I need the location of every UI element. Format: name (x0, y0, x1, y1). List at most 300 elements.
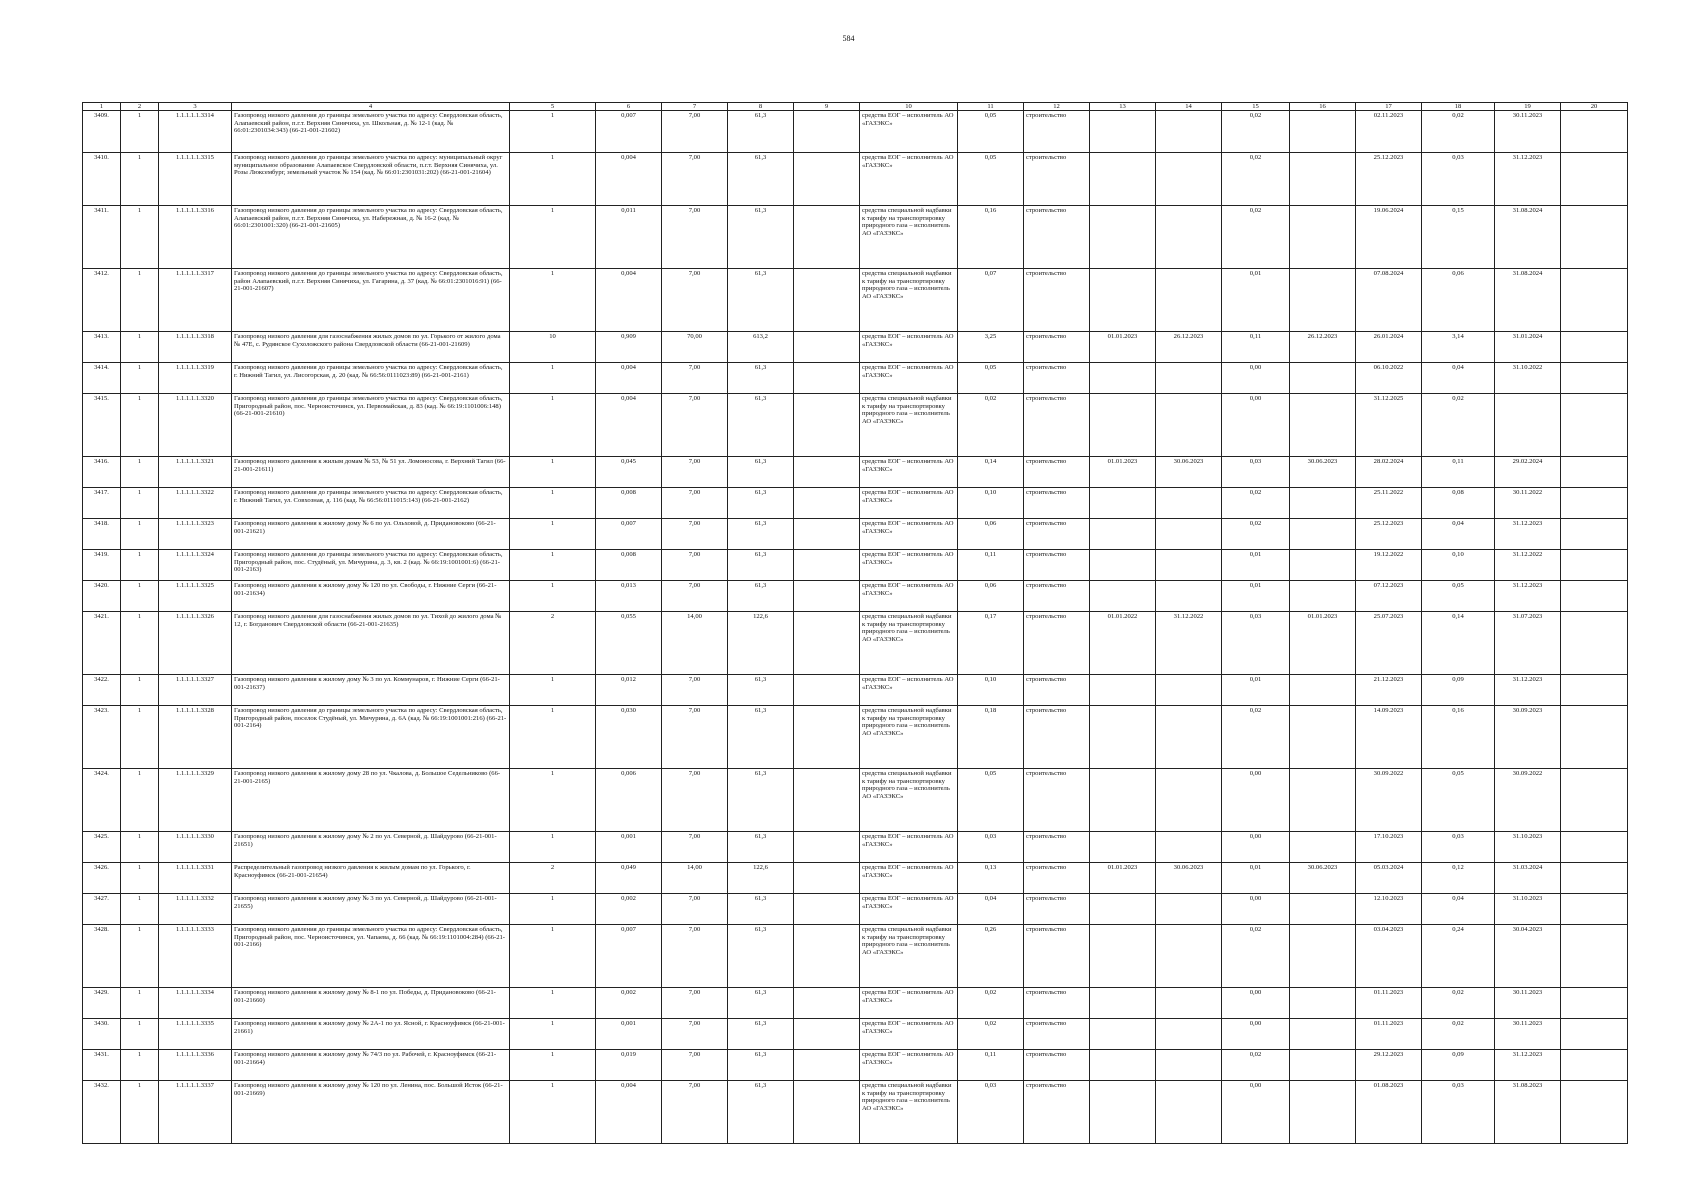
design-cost-cell: 0,00 (1222, 1081, 1290, 1144)
design-completion-cell (1290, 894, 1356, 925)
project-description-cell: Газопровод низкого давления до границы земельного участка по адресу: Свердловская область, г. Нижний Тагил, ул. Лисогорская, д. 20 (кад. № 66:56:0111023:89) (66-21-001-2161) (232, 363, 510, 394)
column-number: 12 (1024, 103, 1090, 111)
group-code-cell: 1 (121, 1019, 159, 1050)
design-start-cell (1090, 894, 1156, 925)
completion-date-cell (1495, 394, 1561, 457)
work-type-cell: строительство (1024, 394, 1090, 457)
completion-date-cell: 31.12.2023 (1495, 519, 1561, 550)
completion-date-cell: 30.11.2023 (1495, 111, 1561, 153)
total-cost-cell: 0,05 (958, 153, 1024, 206)
row-number-cell: 3412. (83, 269, 121, 332)
capacity-cell: 7,00 (662, 988, 728, 1019)
total-cost-cell: 0,13 (958, 863, 1024, 894)
construction-start-cell: 07.08.2024 (1356, 269, 1422, 332)
design-end-cell (1156, 925, 1222, 988)
funding-source-cell: средства специальной надбавки к тарифу на транспортировку природного газа – исполнитель АО «ГАЗЭКС» (860, 769, 958, 832)
work-type-cell: строительство (1024, 111, 1090, 153)
group-code-cell: 1 (121, 206, 159, 269)
note-cell (1561, 1081, 1628, 1144)
design-end-cell (1156, 894, 1222, 925)
project-code-cell: 1.1.1.1.1.3316 (159, 206, 232, 269)
construction-start-cell: 01.11.2023 (1356, 988, 1422, 1019)
length-km-cell: 0,007 (596, 519, 662, 550)
length-km-cell: 0,013 (596, 581, 662, 612)
note-cell (1561, 519, 1628, 550)
project-description-cell: Газопровод низкого давления к жилому дому № 2 по ул. Северной, д. Шайдурово (66-21-001-21651) (232, 832, 510, 863)
empty-col-cell (794, 206, 860, 269)
empty-col-cell (794, 363, 860, 394)
length-km-cell: 0,012 (596, 675, 662, 706)
quantity-cell: 1 (510, 675, 596, 706)
cost-value-cell: 61,3 (728, 550, 794, 581)
row-number-cell: 3418. (83, 519, 121, 550)
capacity-cell: 7,00 (662, 1019, 728, 1050)
design-completion-cell (1290, 581, 1356, 612)
work-type-cell: строительство (1024, 206, 1090, 269)
note-cell (1561, 1050, 1628, 1081)
table-row (83, 581, 1628, 612)
quantity-cell: 2 (510, 612, 596, 675)
design-end-cell (1156, 153, 1222, 206)
design-cost-cell: 0,02 (1222, 519, 1290, 550)
design-completion-cell (1290, 269, 1356, 332)
length-km-cell: 0,011 (596, 206, 662, 269)
project-code-cell: 1.1.1.1.1.3334 (159, 988, 232, 1019)
quantity-cell: 1 (510, 206, 596, 269)
quantity-cell: 1 (510, 1050, 596, 1081)
design-start-cell (1090, 675, 1156, 706)
work-type-cell: строительство (1024, 863, 1090, 894)
funding-source-cell: средства ЕОГ – исполнитель АО «ГАЗЭКС» (860, 550, 958, 581)
note-cell (1561, 612, 1628, 675)
design-cost-cell: 0,01 (1222, 550, 1290, 581)
total-cost-cell: 0,10 (958, 488, 1024, 519)
column-number: 20 (1561, 103, 1628, 111)
funding-source-cell: средства ЕОГ – исполнитель АО «ГАЗЭКС» (860, 894, 958, 925)
completion-date-cell: 31.12.2023 (1495, 675, 1561, 706)
design-end-cell (1156, 1081, 1222, 1144)
design-cost-cell: 0,00 (1222, 394, 1290, 457)
design-completion-cell (1290, 1019, 1356, 1050)
empty-col-cell (794, 1019, 860, 1050)
completion-date-cell: 29.02.2024 (1495, 457, 1561, 488)
quantity-cell: 1 (510, 269, 596, 332)
project-code-cell: 1.1.1.1.1.3323 (159, 519, 232, 550)
construction-cost-cell: 0,14 (1422, 612, 1495, 675)
quantity-cell: 2 (510, 863, 596, 894)
design-end-cell: 30.06.2023 (1156, 863, 1222, 894)
column-number: 16 (1290, 103, 1356, 111)
total-cost-cell: 0,04 (958, 894, 1024, 925)
design-completion-cell (1290, 1050, 1356, 1081)
total-cost-cell: 0,14 (958, 457, 1024, 488)
group-code-cell: 1 (121, 488, 159, 519)
table-row (83, 394, 1628, 457)
project-code-cell: 1.1.1.1.1.3320 (159, 394, 232, 457)
column-number: 2 (121, 103, 159, 111)
design-cost-cell: 0,11 (1222, 332, 1290, 363)
capacity-cell: 7,00 (662, 206, 728, 269)
funding-source-cell: средства специальной надбавки к тарифу на транспортировку природного газа – исполнитель АО «ГАЗЭКС» (860, 1081, 958, 1144)
row-number-cell: 3416. (83, 457, 121, 488)
total-cost-cell: 0,16 (958, 206, 1024, 269)
cost-value-cell: 61,3 (728, 206, 794, 269)
note-cell (1561, 111, 1628, 153)
note-cell (1561, 832, 1628, 863)
project-code-cell: 1.1.1.1.1.3327 (159, 675, 232, 706)
completion-date-cell: 31.12.2023 (1495, 153, 1561, 206)
empty-col-cell (794, 769, 860, 832)
design-start-cell (1090, 988, 1156, 1019)
design-end-cell (1156, 706, 1222, 769)
design-completion-cell (1290, 706, 1356, 769)
construction-start-cell: 26.01.2024 (1356, 332, 1422, 363)
row-number-cell: 3432. (83, 1081, 121, 1144)
table-row (83, 363, 1628, 394)
row-number-cell: 3414. (83, 363, 121, 394)
group-code-cell: 1 (121, 706, 159, 769)
quantity-cell: 1 (510, 488, 596, 519)
length-km-cell: 0,001 (596, 832, 662, 863)
group-code-cell: 1 (121, 153, 159, 206)
construction-cost-cell: 0,02 (1422, 394, 1495, 457)
design-end-cell (1156, 581, 1222, 612)
construction-cost-cell: 0,04 (1422, 894, 1495, 925)
quantity-cell: 1 (510, 457, 596, 488)
group-code-cell: 1 (121, 925, 159, 988)
group-code-cell: 1 (121, 988, 159, 1019)
project-description-cell: Газопровод низкого давления к жилому дому № 74/3 по ул. Рабочей, г. Красноуфимск (66-21-001-21664) (232, 1050, 510, 1081)
project-code-cell: 1.1.1.1.1.3333 (159, 925, 232, 988)
project-code-cell: 1.1.1.1.1.3328 (159, 706, 232, 769)
cost-value-cell: 61,3 (728, 269, 794, 332)
funding-source-cell: средства ЕОГ – исполнитель АО «ГАЗЭКС» (860, 332, 958, 363)
capacity-cell: 7,00 (662, 706, 728, 769)
group-code-cell: 1 (121, 581, 159, 612)
table-row (83, 269, 1628, 332)
construction-cost-cell: 0,11 (1422, 457, 1495, 488)
empty-col-cell (794, 394, 860, 457)
cost-value-cell: 61,3 (728, 894, 794, 925)
table-row (83, 550, 1628, 581)
design-completion-cell (1290, 925, 1356, 988)
design-cost-cell: 0,03 (1222, 457, 1290, 488)
empty-col-cell (794, 894, 860, 925)
construction-cost-cell: 0,03 (1422, 832, 1495, 863)
quantity-cell: 1 (510, 925, 596, 988)
group-code-cell: 1 (121, 457, 159, 488)
project-description-cell: Газопровод низкого давления до границы земельного участка по адресу: Свердловская область, Алапаевский район, п.г.т. Верхняя Синячиха, ул. Школьная, д. № 12-1 (кад. № 66:01:2301034:343) (66-21-001-21602) (232, 111, 510, 153)
design-cost-cell: 0,02 (1222, 706, 1290, 769)
project-description-cell: Газопровод низкого давления к жилому дому 28 по ул. Чкалова, д. Большое Седельниково (66-21-001-2165) (232, 769, 510, 832)
design-start-cell (1090, 394, 1156, 457)
construction-cost-cell: 0,06 (1422, 269, 1495, 332)
completion-date-cell: 31.10.2023 (1495, 832, 1561, 863)
construction-start-cell: 06.10.2022 (1356, 363, 1422, 394)
row-number-cell: 3431. (83, 1050, 121, 1081)
length-km-cell: 0,055 (596, 612, 662, 675)
row-number-cell: 3413. (83, 332, 121, 363)
design-completion-cell (1290, 363, 1356, 394)
design-cost-cell: 0,02 (1222, 925, 1290, 988)
quantity-cell: 1 (510, 394, 596, 457)
design-start-cell: 01.01.2023 (1090, 332, 1156, 363)
empty-col-cell (794, 332, 860, 363)
design-end-cell: 26.12.2023 (1156, 332, 1222, 363)
cost-value-cell: 61,3 (728, 706, 794, 769)
construction-start-cell: 30.09.2022 (1356, 769, 1422, 832)
table-row (83, 153, 1628, 206)
total-cost-cell: 0,03 (958, 832, 1024, 863)
row-number-cell: 3426. (83, 863, 121, 894)
design-start-cell (1090, 832, 1156, 863)
construction-cost-cell: 0,03 (1422, 153, 1495, 206)
construction-start-cell: 05.03.2024 (1356, 863, 1422, 894)
completion-date-cell: 31.08.2024 (1495, 269, 1561, 332)
funding-source-cell: средства ЕОГ – исполнитель АО «ГАЗЭКС» (860, 519, 958, 550)
design-cost-cell: 0,02 (1222, 206, 1290, 269)
project-description-cell: Газопровод низкого давления до границы земельного участка по адресу: Свердловская область, район Алапаевский, п.г.т. Верхняя Синячиха, ул. Гагарина, д. 37 (кад. № 66:01:2301016:91) (66-21-001-21607) (232, 269, 510, 332)
capacity-cell: 7,00 (662, 111, 728, 153)
design-start-cell (1090, 925, 1156, 988)
completion-date-cell: 30.04.2023 (1495, 925, 1561, 988)
design-cost-cell: 0,00 (1222, 988, 1290, 1019)
construction-start-cell: 17.10.2023 (1356, 832, 1422, 863)
design-end-cell (1156, 832, 1222, 863)
work-type-cell: строительство (1024, 832, 1090, 863)
group-code-cell: 1 (121, 519, 159, 550)
project-code-cell: 1.1.1.1.1.3314 (159, 111, 232, 153)
design-completion-cell (1290, 488, 1356, 519)
total-cost-cell: 0,02 (958, 988, 1024, 1019)
design-start-cell (1090, 363, 1156, 394)
length-km-cell: 0,008 (596, 550, 662, 581)
total-cost-cell: 0,26 (958, 925, 1024, 988)
project-code-cell: 1.1.1.1.1.3336 (159, 1050, 232, 1081)
funding-source-cell: средства ЕОГ – исполнитель АО «ГАЗЭКС» (860, 153, 958, 206)
design-end-cell (1156, 1050, 1222, 1081)
column-number: 3 (159, 103, 232, 111)
empty-col-cell (794, 111, 860, 153)
project-code-cell: 1.1.1.1.1.3324 (159, 550, 232, 581)
length-km-cell: 0,008 (596, 488, 662, 519)
note-cell (1561, 550, 1628, 581)
cost-value-cell: 61,3 (728, 925, 794, 988)
note-cell (1561, 332, 1628, 363)
table-row (83, 675, 1628, 706)
work-type-cell: строительство (1024, 581, 1090, 612)
row-number-cell: 3430. (83, 1019, 121, 1050)
design-completion-cell (1290, 206, 1356, 269)
column-number: 9 (794, 103, 860, 111)
funding-source-cell: средства специальной надбавки к тарифу на транспортировку природного газа – исполнитель АО «ГАЗЭКС» (860, 394, 958, 457)
empty-col-cell (794, 988, 860, 1019)
group-code-cell: 1 (121, 1081, 159, 1144)
cost-value-cell: 122,6 (728, 863, 794, 894)
design-start-cell (1090, 206, 1156, 269)
completion-date-cell: 30.11.2023 (1495, 988, 1561, 1019)
cost-value-cell: 61,3 (728, 488, 794, 519)
funding-source-cell: средства ЕОГ – исполнитель АО «ГАЗЭКС» (860, 457, 958, 488)
length-km-cell: 0,001 (596, 1019, 662, 1050)
capacity-cell: 70,00 (662, 332, 728, 363)
design-start-cell (1090, 269, 1156, 332)
total-cost-cell: 0,11 (958, 550, 1024, 581)
project-description-cell: Газопровод низкого давления для газоснабжения жилых домов по ул. Горького от жилого дома № 47Е, с. Рудянское Сухоложского района Свердловской области (66-21-001-21609) (232, 332, 510, 363)
design-start-cell (1090, 706, 1156, 769)
funding-source-cell: средства ЕОГ – исполнитель АО «ГАЗЭКС» (860, 988, 958, 1019)
project-description-cell: Газопровод низкого давления до границы земельного участка по адресу: Свердловская область, Пригородный район, пос. Черноисточинск, ул. Первомайская, д. 83 (кад. № 66:19:1101006:148) (66-21-001-21610) (232, 394, 510, 457)
funding-source-cell: средства ЕОГ – исполнитель АО «ГАЗЭКС» (860, 863, 958, 894)
project-code-cell: 1.1.1.1.1.3317 (159, 269, 232, 332)
funding-source-cell: средства ЕОГ – исполнитель АО «ГАЗЭКС» (860, 363, 958, 394)
table-row (83, 863, 1628, 894)
design-end-cell (1156, 394, 1222, 457)
quantity-cell: 10 (510, 332, 596, 363)
column-number: 19 (1495, 103, 1561, 111)
work-type-cell: строительство (1024, 925, 1090, 988)
funding-source-cell: средства ЕОГ – исполнитель АО «ГАЗЭКС» (860, 581, 958, 612)
construction-cost-cell: 0,04 (1422, 519, 1495, 550)
quantity-cell: 1 (510, 894, 596, 925)
design-completion-cell (1290, 519, 1356, 550)
length-km-cell: 0,909 (596, 332, 662, 363)
design-completion-cell: 01.01.2023 (1290, 612, 1356, 675)
cost-value-cell: 61,3 (728, 769, 794, 832)
length-km-cell: 0,007 (596, 925, 662, 988)
design-end-cell (1156, 111, 1222, 153)
total-cost-cell: 3,25 (958, 332, 1024, 363)
completion-date-cell: 31.12.2023 (1495, 1050, 1561, 1081)
project-description-cell: Распределительный газопровод низкого давления к жилым домам по ул. Горького, г. Красноуфимск (66-21-001-21654) (232, 863, 510, 894)
length-km-cell: 0,049 (596, 863, 662, 894)
design-completion-cell (1290, 111, 1356, 153)
length-km-cell: 0,006 (596, 769, 662, 832)
capacity-cell: 7,00 (662, 153, 728, 206)
work-type-cell: строительство (1024, 675, 1090, 706)
construction-cost-cell: 0,08 (1422, 488, 1495, 519)
capacity-cell: 7,00 (662, 1050, 728, 1081)
design-completion-cell: 26.12.2023 (1290, 332, 1356, 363)
construction-start-cell: 19.12.2022 (1356, 550, 1422, 581)
project-description-cell: Газопровод низкого давления к жилым домам № 53, № 51 ул. Ломоносова, г. Верхний Тагил (66-21-001-21611) (232, 457, 510, 488)
work-type-cell: строительство (1024, 1081, 1090, 1144)
empty-col-cell (794, 832, 860, 863)
completion-date-cell: 31.03.2024 (1495, 863, 1561, 894)
work-type-cell: строительство (1024, 457, 1090, 488)
capacity-cell: 7,00 (662, 832, 728, 863)
design-completion-cell (1290, 675, 1356, 706)
row-number-cell: 3423. (83, 706, 121, 769)
design-cost-cell: 0,00 (1222, 769, 1290, 832)
design-end-cell (1156, 988, 1222, 1019)
quantity-cell: 1 (510, 363, 596, 394)
total-cost-cell: 0,02 (958, 1019, 1024, 1050)
column-number: 11 (958, 103, 1024, 111)
group-code-cell: 1 (121, 612, 159, 675)
construction-cost-cell: 0,09 (1422, 675, 1495, 706)
length-km-cell: 0,030 (596, 706, 662, 769)
capacity-cell: 7,00 (662, 519, 728, 550)
project-description-cell: Газопровод низкого давления к жилому дому № 2А-1 по ул. Ясной, г. Красноуфимск (66-21-001-21661) (232, 1019, 510, 1050)
construction-start-cell: 28.02.2024 (1356, 457, 1422, 488)
funding-source-cell: средства специальной надбавки к тарифу на транспортировку природного газа – исполнитель АО «ГАЗЭКС» (860, 269, 958, 332)
design-end-cell (1156, 1019, 1222, 1050)
total-cost-cell: 0,03 (958, 1081, 1024, 1144)
design-cost-cell: 0,01 (1222, 675, 1290, 706)
project-code-cell: 1.1.1.1.1.3332 (159, 894, 232, 925)
cost-value-cell: 61,3 (728, 832, 794, 863)
design-cost-cell: 0,01 (1222, 581, 1290, 612)
column-number: 14 (1156, 103, 1222, 111)
design-end-cell (1156, 519, 1222, 550)
note-cell (1561, 153, 1628, 206)
work-type-cell: строительство (1024, 1019, 1090, 1050)
completion-date-cell: 30.11.2023 (1495, 1019, 1561, 1050)
construction-start-cell: 03.04.2023 (1356, 925, 1422, 988)
capacity-cell: 7,00 (662, 581, 728, 612)
project-code-cell: 1.1.1.1.1.3321 (159, 457, 232, 488)
construction-start-cell: 19.06.2024 (1356, 206, 1422, 269)
quantity-cell: 1 (510, 111, 596, 153)
construction-cost-cell: 0,24 (1422, 925, 1495, 988)
project-description-cell: Газопровод низкого давления к жилому дому № 6 по ул. Ольховой, д. Придановоково (66-21-001-21621) (232, 519, 510, 550)
design-start-cell (1090, 519, 1156, 550)
cost-value-cell: 61,3 (728, 363, 794, 394)
length-km-cell: 0,007 (596, 111, 662, 153)
project-description-cell: Газопровод низкого давления до границы земельного участка по адресу: Свердловская область, Пригородный район, пос. Черноисточинск, ул. Чапаева, д. 66 (кад. № 66:19:1101004:284) (66-21-001-2166) (232, 925, 510, 988)
row-number-cell: 3411. (83, 206, 121, 269)
construction-start-cell: 29.12.2023 (1356, 1050, 1422, 1081)
construction-start-cell: 01.11.2023 (1356, 1019, 1422, 1050)
construction-start-cell: 02.11.2023 (1356, 111, 1422, 153)
column-number: 4 (232, 103, 510, 111)
design-completion-cell (1290, 832, 1356, 863)
construction-cost-cell: 0,16 (1422, 706, 1495, 769)
note-cell (1561, 769, 1628, 832)
table-row (83, 519, 1628, 550)
construction-start-cell: 07.12.2023 (1356, 581, 1422, 612)
column-number: 10 (860, 103, 958, 111)
project-code-cell: 1.1.1.1.1.3326 (159, 612, 232, 675)
construction-cost-cell: 0,04 (1422, 363, 1495, 394)
completion-date-cell: 30.09.2022 (1495, 769, 1561, 832)
design-end-cell (1156, 769, 1222, 832)
completion-date-cell: 31.08.2023 (1495, 1081, 1561, 1144)
cost-value-cell: 613,2 (728, 332, 794, 363)
length-km-cell: 0,002 (596, 988, 662, 1019)
empty-col-cell (794, 519, 860, 550)
cost-value-cell: 61,3 (728, 457, 794, 488)
project-code-cell: 1.1.1.1.1.3322 (159, 488, 232, 519)
construction-start-cell: 31.12.2025 (1356, 394, 1422, 457)
design-end-cell: 30.06.2023 (1156, 457, 1222, 488)
empty-col-cell (794, 550, 860, 581)
cost-value-cell: 61,3 (728, 1050, 794, 1081)
group-code-cell: 1 (121, 111, 159, 153)
quantity-cell: 1 (510, 769, 596, 832)
capacity-cell: 14,00 (662, 863, 728, 894)
cost-value-cell: 61,3 (728, 153, 794, 206)
table-row (83, 206, 1628, 269)
row-number-cell: 3420. (83, 581, 121, 612)
completion-date-cell: 31.12.2022 (1495, 550, 1561, 581)
row-number-cell: 3409. (83, 111, 121, 153)
total-cost-cell: 0,11 (958, 1050, 1024, 1081)
design-start-cell: 01.01.2023 (1090, 863, 1156, 894)
completion-date-cell: 30.09.2023 (1495, 706, 1561, 769)
total-cost-cell: 0,18 (958, 706, 1024, 769)
